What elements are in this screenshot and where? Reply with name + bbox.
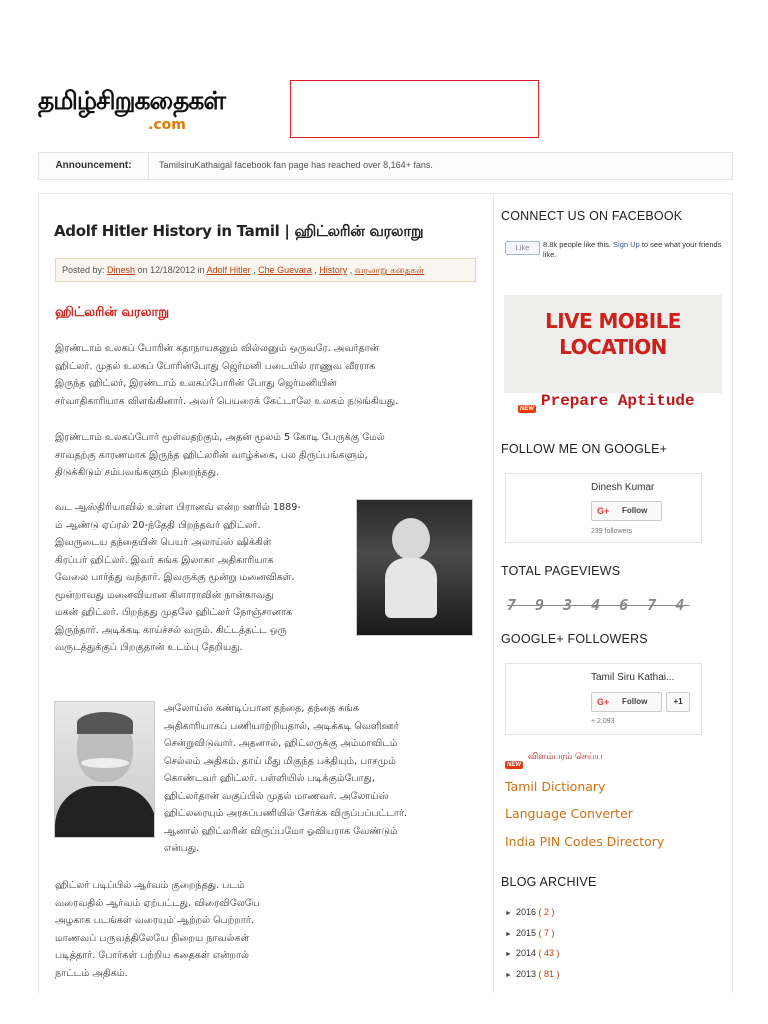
text-line: இருந்த ஹிட்லர், இரண்டாம் உலகப்போரின் போது ஜெர்மனியின்: [55, 378, 337, 389]
facebook-like-button[interactable]: Like: [505, 241, 540, 255]
archive-item-2016[interactable]: ► 2016 ( 2 ): [505, 907, 555, 917]
site-logo[interactable]: [38, 86, 225, 133]
expand-arrow-icon: ►: [505, 972, 512, 979]
text-line: ஹிட்லரையும் அரசுப்பணியில் சேர்க்க விருப்பப்பட்டார்.: [164, 808, 408, 819]
page-name[interactable]: Tamil Siru Kathai...: [591, 672, 675, 683]
text-line: கொண்டவர் ஹிட்லர். பள்ளியில் படிக்கும்போது,: [164, 773, 376, 784]
posted-by-label: Posted by:: [62, 265, 105, 275]
facebook-like-text: [543, 240, 723, 260]
text-line: இரண்டாம் உலகப்போர் மூள்வதற்கும், அதன் மூலம் 5 கோடி பேருக்கு மேல்: [55, 432, 385, 443]
like-count-text: 8.8k people like this.: [543, 240, 614, 249]
ad-banner[interactable]: [290, 80, 539, 138]
alois-hitler-photo: [54, 701, 155, 838]
pageviews-heading: TOTAL PAGEVIEWS: [501, 564, 621, 578]
follow-label: Follow: [622, 697, 648, 706]
photo-coat: [55, 786, 155, 838]
gplus-page-card: [505, 663, 702, 735]
google-profile-card: [505, 473, 702, 543]
plus-one-button[interactable]: +1: [666, 692, 690, 712]
announcement-bar: [38, 152, 733, 180]
text-line: ஹிட்லர் படிப்பில் ஆர்வம் குறைந்தது. படம்: [55, 880, 245, 891]
archive-item-2015[interactable]: ► 2015 ( 7 ): [505, 928, 555, 938]
text-line: வரைவதில் ஆர்வம் ஏற்பட்டது. விரைவிலேயே: [55, 897, 260, 909]
archive-item-2014[interactable]: ► 2014 ( 43 ): [505, 948, 560, 958]
text-line: மாணவப் பருவத்திலேயே நிறைய நாவல்கள்: [55, 932, 250, 944]
profile-name[interactable]: Dinesh Kumar: [591, 482, 655, 493]
text-line: இருந்தார். அடிக்கடி காய்ச்சல் வரும். கிட்டத்தட்ட ஒரு: [55, 624, 287, 636]
child-hitler-photo: [356, 499, 473, 636]
like-rest-text: to see what your friends like.: [543, 240, 722, 259]
signup-link[interactable]: Sign Up: [613, 240, 640, 249]
text-line: செல்லம் அதிகம். தாய் மீது மிகுந்த பக்தியும், பாசமும்: [164, 755, 396, 767]
banner-line-1: LIVE MOBILE: [545, 309, 681, 333]
text-line: ஹிட்லர்தான் வகுப்பில் முதல் மாணவர். அலோய்ஸ்: [164, 790, 389, 802]
archive-item-2013[interactable]: ► 2013 ( 81 ): [505, 969, 560, 979]
prepare-aptitude-link[interactable]: Prepare Aptitude: [541, 392, 695, 410]
text-line: ஆனால் ஹிட்லரின் விருப்பமோ ஓவியராக வேண்டும்: [164, 825, 398, 837]
paragraph-5: [55, 877, 316, 982]
photo-face: [392, 518, 430, 560]
blog-archive-heading: BLOG ARCHIVE: [501, 875, 597, 889]
text-line: இரண்டாம் உலகப் போரின் கதாநாயகனும் வில்லனும் ஒருவரே. அவர்தான்: [55, 343, 380, 354]
text-line: என்பது.: [164, 843, 200, 854]
post-meta: Posted by: Dinesh on 12/18/2012 in Adolf Hitler , Che Guevara , History , வரலாறு கதைகள்: [55, 258, 476, 282]
label-link[interactable]: Che Guevara: [258, 265, 312, 275]
post-title[interactable]: Adolf Hitler History in Tamil | ஹிட்லரின் வரலாறு: [54, 222, 424, 240]
label-link[interactable]: Adolf Hitler: [206, 265, 251, 275]
new-badge: NEW: [520, 406, 534, 412]
photo-body: [385, 558, 437, 618]
text-line: அழகாக படங்கள் வரையும் ஆற்றல் பெற்றார்.: [55, 915, 254, 926]
text-line: ஹிட்லர். முதல் உலகப் போரின்போது ஜெர்மனி படையில் ராணுவ வீரராக: [55, 360, 376, 372]
text-line: வருடத்துக்குப் பிறகுதான் உடம்பு தேறியது.: [55, 642, 243, 653]
text-line: மகன் ஹிட்லர். பிறந்தது முதலே ஹிட்லர் நோஞ்சானாக: [55, 607, 293, 618]
label-link[interactable]: வரலாறு கதைகள்: [354, 265, 425, 275]
expand-arrow-icon: ►: [505, 951, 512, 958]
facebook-heading: CONNECT US ON FACEBOOK: [501, 209, 683, 223]
advertise-link[interactable]: விளம்பரம் செய்ய: [528, 752, 603, 762]
gplus-icon: G+: [597, 506, 610, 516]
text-line: சாவதற்கு காரணமாக இருந்த ஹிட்லரின் வாழ்க்கை, பல திருப்பங்களும்,: [55, 449, 368, 461]
announcement-text[interactable]: TamilsiruKathaigal facebook fan page has reached over 8,164+ fans.: [159, 160, 433, 170]
logo-com: .com: [148, 117, 186, 133]
google-follow-button[interactable]: [591, 501, 662, 521]
expand-arrow-icon: ►: [505, 931, 512, 938]
text-line: வட ஆஸ்திரியாவில் உள்ள பிரானவ் என்ற ஊரில் 1889-: [55, 502, 301, 513]
photo-moustache: [81, 758, 129, 768]
text-line: அதிகாரியாகப் பணியாற்றியதால், அடிக்கடி வெளிஊர்: [164, 720, 399, 732]
announcement-label: Announcement:: [39, 153, 149, 179]
followers-count: 239 followers: [591, 528, 633, 535]
logo-text: தமிழ்சிறுகதைகள்: [38, 86, 225, 115]
text-line: ம் ஆண்டு ஏப்ரல் 20-ந்தேதி பிறந்தவர் ஹிட்லர்.: [55, 519, 261, 531]
gplus-count: + 2,093: [591, 718, 615, 725]
gplus-follow-button[interactable]: [591, 692, 662, 712]
tamil-dictionary-link[interactable]: Tamil Dictionary: [505, 779, 606, 794]
follow-label: Follow: [622, 506, 648, 515]
google-follow-heading: FOLLOW ME ON GOOGLE+: [501, 442, 668, 456]
pin-codes-link[interactable]: India PIN Codes Directory: [505, 834, 665, 849]
text-line: கிரப்பர் ஹிட்லர். இவர் சுங்க இலாகா அதிகாரியாக: [55, 554, 274, 566]
language-converter-link[interactable]: Language Converter: [505, 806, 633, 821]
text-line: வேலை பார்த்து வந்தார். இவருக்கு மூன்று மனைவிகள்.: [55, 572, 295, 583]
gplus-followers-heading: GOOGLE+ FOLLOWERS: [501, 632, 648, 646]
text-line: மூன்றாவது மனைவியான கிளாராவின் நான்காவது: [55, 589, 274, 601]
author-link[interactable]: Dinesh: [107, 265, 136, 275]
label-link[interactable]: History: [319, 265, 348, 275]
post-subheading: ஹிட்லரின் வரலாறு: [55, 305, 170, 320]
text-line: சென்றுவிடுவார். அதனால், ஹிட்லருக்கு அம்மாவிடம்: [164, 738, 398, 749]
text-line: நாட்டம் அதிகம்.: [55, 967, 128, 979]
gplus-icon: G+: [597, 697, 610, 707]
text-line: சர்வாதிகாரியாக விளங்கினார். அவர் பெயரைக் கேட்டாலே உலகம் நடுங்கியது.: [55, 395, 399, 407]
paragraph-2: [55, 429, 472, 482]
paragraph-3: [55, 499, 347, 657]
text-line: படித்தார். போர்கள் பற்றிய கதைகள் என்றால்: [55, 950, 250, 961]
paragraph-4: [164, 700, 472, 858]
pageviews-counter: 7 9 3 4 6 7 4: [507, 596, 690, 614]
photo-hair: [77, 712, 133, 734]
advertise-new-badge: NEW: [507, 762, 521, 768]
text-line: அலோய்ஸ் கண்டிப்பான தந்தை, தந்தை சுங்க: [164, 703, 360, 714]
paragraph-1: [55, 340, 472, 410]
text-line: திடுக்கிடும் சம்பவங்களும் நிறைந்தது.: [55, 467, 220, 478]
banner-line-2: LOCATION: [559, 335, 667, 359]
text-line: இவருடைய தந்தையின் பெயர் அலாய்ஸ் ஷிக்கிள்: [55, 537, 272, 548]
live-mobile-location-banner[interactable]: [504, 295, 722, 393]
expand-arrow-icon: ►: [505, 910, 512, 917]
post-date: on 12/18/2012 in: [135, 265, 207, 275]
